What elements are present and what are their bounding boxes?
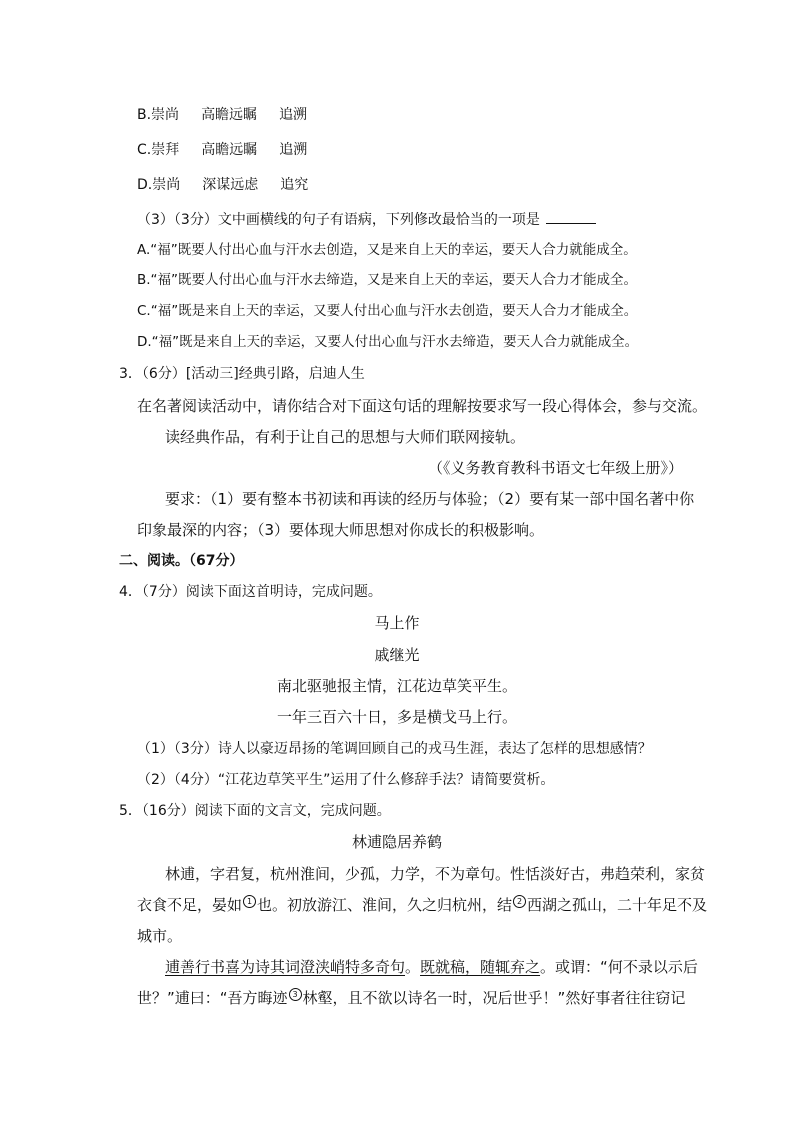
option-word-2: 追究 xyxy=(280,177,309,193)
poem-title: 马上作 xyxy=(374,614,420,632)
q3-title: 3．（6分）[活动三]经典引路，启迪人生 xyxy=(119,366,365,382)
underlined-sentence-1: 逋善行书喜为诗其词澄浃峭特多奇句 xyxy=(165,958,406,976)
passage-text: 也。初放游江、淮间，久之归杭州，结 xyxy=(257,896,513,914)
note-marker-3: 3 xyxy=(289,988,302,1001)
q3-quote: 读经典作品，有利于让自己的思想与大师们联网接轨。 xyxy=(165,428,526,446)
q2-3-stem xyxy=(137,209,596,230)
q2-3-option-b: B.“福”既要人付出心血与汗水去缔造，又是来自上天的幸运，要天人合力才能成全。 xyxy=(137,272,638,288)
q4-sub-question-2: （2）（4分）“江花边草笑平生”运用了什么修辞手法？请简要赏析。 xyxy=(137,772,555,788)
passage-text: 西湖之孤山，二十年足不及 xyxy=(527,896,708,914)
passage-text: 。或谓：“何不录以示后 xyxy=(540,958,698,976)
passage-text: 世？”逋曰：“吾方晦迹 xyxy=(137,989,288,1007)
option-word-1: 深谋远虑 xyxy=(202,177,259,193)
q5-title: 5．（16分）阅读下面的文言文，完成问题。 xyxy=(119,803,391,819)
note-marker-2: 2 xyxy=(513,895,526,908)
q3-requirements-line2: 印象最深的内容；（3）要体现大师思想对你成长的积极影响。 xyxy=(137,521,545,539)
q2-3-stem-text: （3）（3分）文中画横线的句子有语病，下列修改最恰当的一项是 xyxy=(137,212,540,228)
option-label: D.崇尚 xyxy=(137,177,181,193)
q4-sub-question-1: （1）（3分）诗人以豪迈昂扬的笔调回顾自己的戎马生涯，表达了怎样的思想感情？ xyxy=(137,741,652,757)
option-label: C.崇拜 xyxy=(137,142,180,158)
q2-3-option-d: D.“福”既是来自上天的幸运，又要人付出心血与汗水去缔造，要天人合力就能成全。 xyxy=(137,334,639,350)
q2-3-option-c: C.“福”既是来自上天的幸运，又要人付出心血与汗水去创造，要天人合力才能成全。 xyxy=(137,303,638,319)
q2-3-option-a: A.“福”既要人付出心血与汗水去创造，又是来自上天的幸运，要天人合力就能成全。 xyxy=(137,242,637,258)
q3-intro: 在名著阅读活动中，请你结合对下面这句话的理解按要求写一段心得体会，参与交流。 xyxy=(137,397,708,415)
section-heading: 二、阅读。（67分） xyxy=(119,553,244,569)
option-d-row xyxy=(137,175,308,195)
option-word-1: 高瞻远瞩 xyxy=(201,142,258,158)
q4-title: 4．（7分）阅读下面这首明诗，完成问题。 xyxy=(119,584,382,600)
option-word-2: 追溯 xyxy=(279,142,308,158)
poem-line-2: 一年三百六十日，多是横戈马上行。 xyxy=(276,708,517,726)
passage-p1-line3: 城市。 xyxy=(137,927,183,945)
q3-source: （《义务教育教科书语文七年级上册》） xyxy=(428,459,684,477)
poem-line-1: 南北驱驰报主情，江花边草笑平生。 xyxy=(276,677,517,695)
passage-text: 。 xyxy=(405,958,421,976)
passage-text: 林壑，且不欲以诗名一时，况后世乎！”然好事者往往窃记 xyxy=(302,989,686,1007)
option-word-1: 高瞻远瞩 xyxy=(201,107,258,123)
passage-p2-line1 xyxy=(165,957,698,977)
passage-p1-line1: 林逋，字君复，杭州淮间，少孤，力学，不为章句。性恬淡好古，弗趋荣利，家贫 xyxy=(165,865,706,883)
option-b-row xyxy=(137,105,307,125)
passage-p1-line2 xyxy=(137,895,707,915)
underlined-sentence-2: 既就稿，随辄弃之 xyxy=(420,958,541,976)
option-c-row xyxy=(137,140,307,160)
note-marker-1: 1 xyxy=(243,895,256,908)
passage-text: 衣食不足，晏如 xyxy=(137,896,243,914)
passage-p2-line2 xyxy=(137,988,685,1008)
passage-title: 林逋隐居养鹤 xyxy=(351,833,442,851)
option-word-2: 追溯 xyxy=(279,107,308,123)
q3-requirements-line1: 要求：（1）要有整本书初读和再读的经历与体验；（2）要有某一部中国名著中你 xyxy=(165,490,695,508)
option-label: B.崇尚 xyxy=(137,107,180,123)
answer-blank[interactable] xyxy=(546,209,596,224)
poem-author: 戚继光 xyxy=(374,646,420,664)
